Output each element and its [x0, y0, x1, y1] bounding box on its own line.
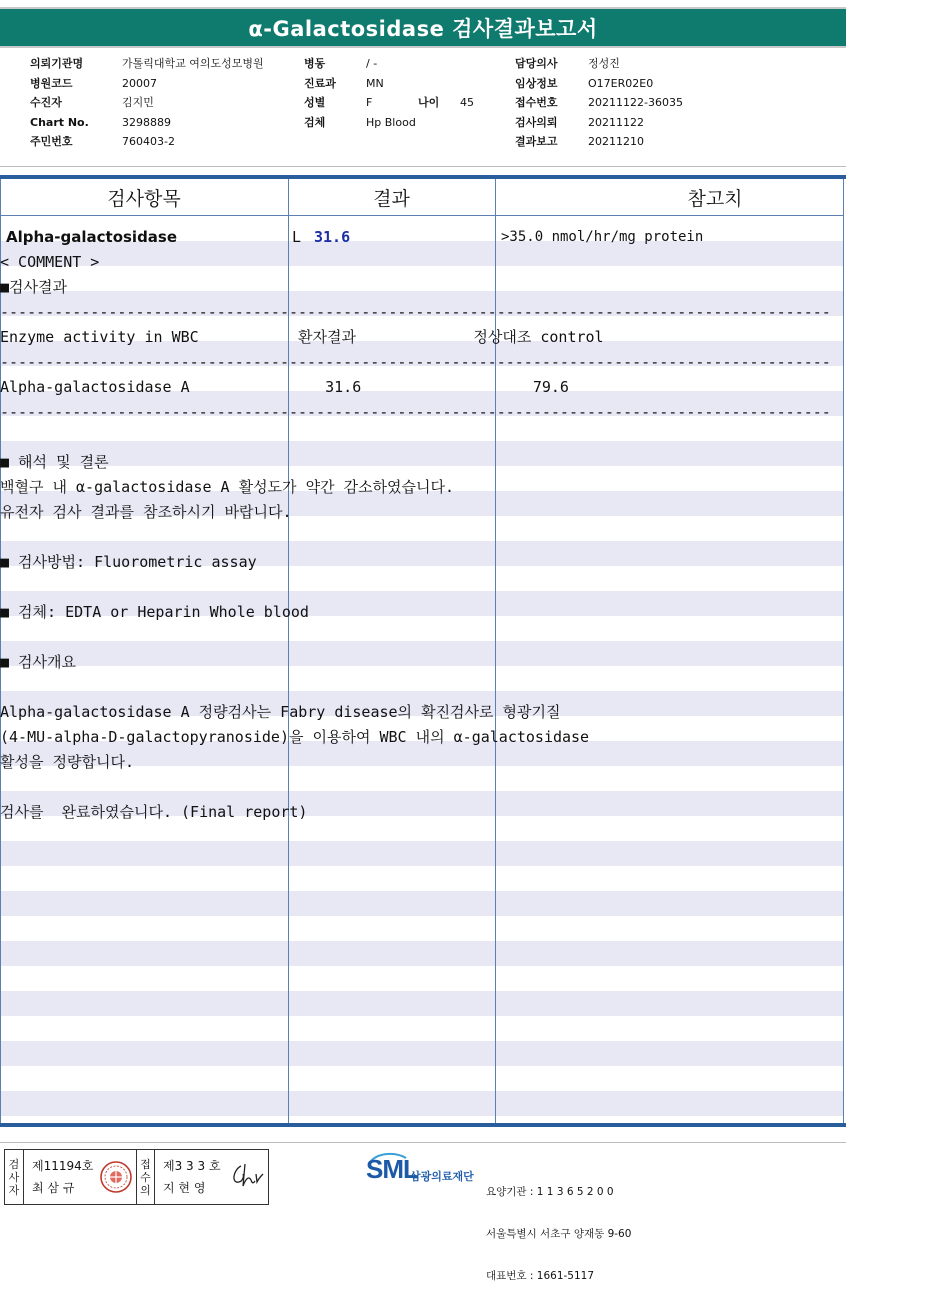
inspector-label: [5, 1150, 24, 1204]
column-divider: [843, 179, 844, 1123]
header-test-item: 검사항목: [107, 188, 181, 210]
info-label: 임상정보: [515, 76, 558, 90]
seal-stamp-icon: [99, 1160, 133, 1194]
handwritten-signature-icon: [229, 1160, 265, 1190]
report-line: 백혈구 내 α-galactosidase A 활성도가 약간 감소하였습니다.: [0, 478, 455, 496]
vertical-label-char: 사: [8, 1170, 20, 1184]
vertical-label-char: 의: [140, 1183, 151, 1197]
info-value: Hp Blood: [366, 115, 416, 129]
info-value: 3298889: [122, 115, 171, 129]
row-stripe: [1, 891, 844, 916]
report-line: Alpha-galactosidase A 31.6 79.6: [0, 378, 569, 396]
approver-license: 제3 3 3 호: [163, 1159, 221, 1173]
info-row-clinical: [515, 74, 683, 94]
inspector-name: 최 삼 규: [32, 1181, 75, 1195]
vertical-label-char: 접: [140, 1157, 151, 1171]
patient-info-col2: [304, 54, 474, 132]
inspector-license: 제11194호: [32, 1159, 94, 1173]
info-row-chart-no: [30, 113, 264, 133]
info-value: 760403-2: [122, 135, 175, 148]
info-row-request-date: [515, 113, 683, 133]
info-label: 주민번호: [30, 135, 73, 148]
table-header-row: [0, 179, 844, 216]
info-label: 검체: [304, 115, 326, 129]
patient-info-col3: [515, 54, 683, 152]
report-line: --------------------------------------------------------------------------------------------: [0, 303, 831, 321]
info-value-age: 45: [460, 96, 474, 109]
results-table: [0, 175, 846, 1127]
org-name: 삼광의료재단: [410, 1170, 474, 1183]
result-value: 31.6: [314, 228, 351, 246]
sml-logo: SML: [366, 1154, 418, 1184]
vertical-label-char: 검: [8, 1157, 20, 1171]
report-line: Enzyme activity in WBC 환자결과 정상대조 control: [0, 328, 604, 346]
info-label: 병원코드: [30, 76, 73, 90]
header-reference: 참고치: [687, 188, 743, 210]
info-value: 가톨릭대학교 여의도성모병원: [122, 57, 264, 70]
info-label: 의뢰기관명: [30, 57, 84, 70]
report-line: ■ 검사개요: [0, 653, 77, 671]
row-stripe: [1, 1091, 844, 1116]
footer-divider: [0, 1142, 846, 1143]
report-line: Alpha-galactosidase A 정량검사는 Fabry disease의 확진검사로 형광기질: [0, 703, 561, 721]
org-info-line: 서울특별시 서초구 양재동 9-60: [486, 1228, 632, 1240]
info-label: Chart No.: [30, 115, 89, 129]
info-label: 결과보고: [515, 135, 558, 148]
info-row-doctor: [515, 54, 683, 74]
vertical-label-char: 수: [140, 1170, 151, 1184]
row-stripe: [1, 641, 844, 666]
org-info-line: 요양기관 : 1 1 3 6 5 2 0 0: [486, 1186, 614, 1198]
report-line: (4-MU-alpha-D-galactopyranoside)을 이용하여 WBC 내의 α-galactosidase: [0, 728, 590, 746]
header-divider: [0, 166, 846, 167]
result-flag: L: [292, 228, 302, 246]
info-row-report-date: [515, 132, 683, 152]
report-line: 활성을 정량합니다.: [0, 753, 134, 771]
info-value: MN: [366, 76, 384, 90]
row-stripe: [1, 941, 844, 966]
info-value: 정성진: [588, 57, 620, 70]
org-contact-info: [486, 1157, 631, 1311]
reference-range: >35.0 nmol/hr/mg protein: [501, 229, 704, 245]
header-result: 결과: [373, 188, 410, 210]
report-title: α-Galactosidase 검사결과보고서: [0, 7, 846, 48]
info-label: 검사의뢰: [515, 115, 558, 129]
approver-name: 지 현 영: [163, 1181, 206, 1195]
info-label: 담당의사: [515, 57, 558, 70]
row-stripe: [1, 991, 844, 1016]
info-row-resident-no: [30, 132, 264, 152]
signature-box: [4, 1149, 269, 1205]
info-value: 김지민: [122, 96, 154, 109]
row-stripe: [1, 1041, 844, 1066]
info-value: 20211210: [588, 135, 644, 148]
patient-info-col1: [30, 54, 264, 152]
report-line: 유전자 검사 결과를 참조하시기 바랍니다.: [0, 503, 292, 521]
info-label: 병동: [304, 57, 326, 70]
info-row-ward: [304, 54, 474, 74]
info-label: 성별: [304, 96, 326, 109]
info-row-sex: [304, 93, 474, 113]
org-info-line: 대표번호 : 1661-5117: [486, 1270, 595, 1282]
report-line: ■ 검체: EDTA or Heparin Whole blood: [0, 603, 309, 621]
info-value: 20007: [122, 76, 157, 90]
report-line: < COMMENT >: [0, 253, 100, 271]
info-label: 진료과: [304, 76, 336, 90]
approver-label: [136, 1150, 155, 1204]
info-value: O17ER02E0: [588, 76, 654, 90]
info-row-specimen: [304, 113, 474, 133]
info-value: / -: [366, 57, 378, 70]
report-line: 검사를 완료하였습니다. (Final report): [0, 803, 308, 821]
report-line: ■검사결과: [0, 278, 67, 296]
row-stripe: [1, 841, 844, 866]
info-row-patient: [30, 93, 264, 113]
info-value: 20211122-36035: [588, 96, 683, 109]
test-name: Alpha-galactosidase: [6, 228, 178, 246]
info-row-department: [304, 74, 474, 94]
info-label: 수진자: [30, 96, 62, 109]
info-row-institution: [30, 54, 264, 74]
footer: [0, 1144, 846, 1282]
info-label: 접수번호: [515, 96, 558, 109]
info-label-age: 나이: [418, 96, 440, 109]
row-stripe: [1, 441, 844, 466]
report-line: ■ 검사방법: Fluorometric assay: [0, 553, 257, 571]
vertical-label-char: 자: [8, 1183, 20, 1197]
info-value: 20211122: [588, 115, 644, 129]
report-line: --------------------------------------------------------------------------------------------: [0, 403, 831, 421]
info-value: F: [366, 96, 373, 109]
info-row-accession: [515, 93, 683, 113]
info-row-hospital-code: [30, 74, 264, 94]
report-line: ■ 해석 및 결론: [0, 453, 109, 471]
report-line: --------------------------------------------------------------------------------------------: [0, 353, 831, 371]
